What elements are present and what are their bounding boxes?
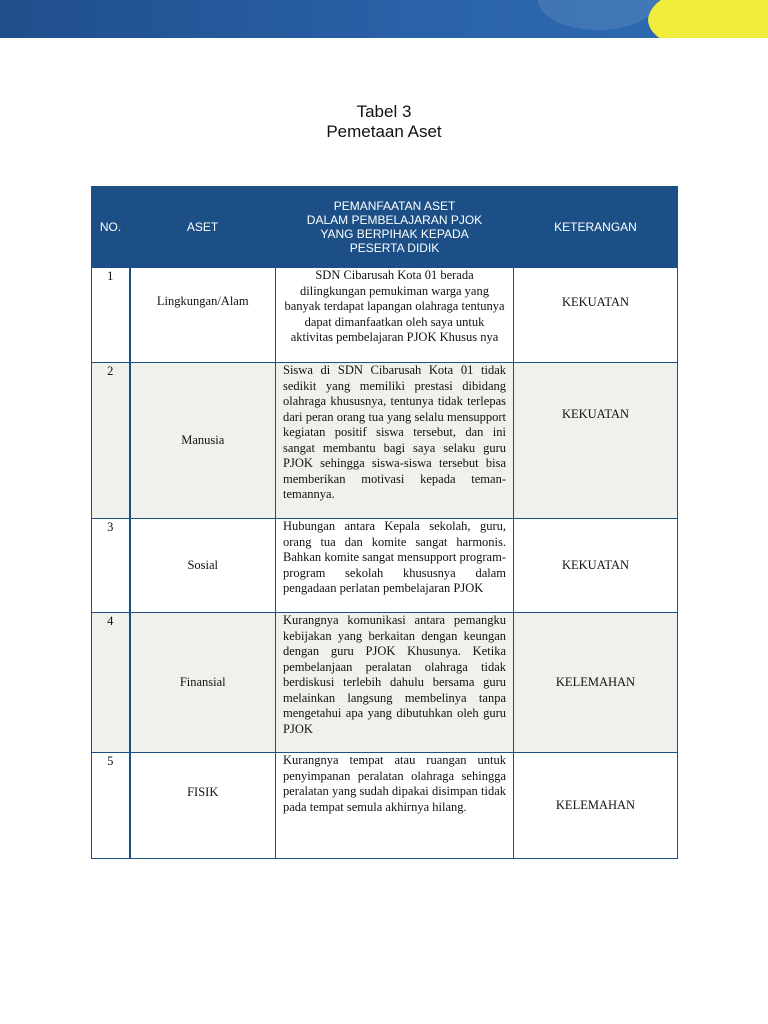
header-keterangan: KETERANGAN	[514, 187, 678, 268]
row-aset: Finansial	[130, 613, 276, 753]
row-pemanfaatan: Kurangnya tempat atau ruangan untuk penyimpanan peralatan olahraga sehingga peralatan yang sudah dipakai disimpan tidak pada tempat semula akhirnya hilang.	[276, 753, 514, 859]
caption-line-2: Pemetaan Aset	[326, 122, 442, 141]
row-pemanfaatan: Kurangnya komunikasi antara pemangku kebijakan yang berkaitan dengan keungan dengan guru PJOK Khusunya. Ketika pembelanjaan peralatan olahraga tidak berdiskusi terlebih dahulu bersama guru melainkan langsung membelinya tanpa mengetahui apa yang dibutuhkan oleh guru PJOK	[276, 613, 514, 753]
row-pemanfaatan: Siswa di SDN Cibarusah Kota 01 tidak sedikit yang memiliki prestasi dibidang olahraga khususnya, tentunya tidak terlepas dari peran orang tua yang selalu mensupport kegiatan positif siswa tersebut, dan ini sangat membantu bagi saya selaku guru PJOK sehingga siswa-siswa tersebut bisa memberikan motivasi kepada teman-temannya.	[276, 363, 514, 519]
header-no: NO.	[92, 187, 130, 268]
row-number: 4	[92, 613, 130, 753]
banner-yellow-accent	[644, 0, 768, 38]
row-aset: Lingkungan/Alam	[130, 268, 276, 363]
row-pemanfaatan: Hubungan antara Kepala sekolah, guru, orang tua dan komite sangat harmonis. Bahkan komite sangat mensupport program-program sekolah khususnya dalam pengadaan perlatan pembelajaran PJOK	[276, 519, 514, 613]
row-number: 5	[92, 753, 130, 859]
table-header-row	[92, 187, 678, 268]
table-caption	[0, 102, 768, 142]
row-aset: FISIK	[130, 753, 276, 859]
table-row	[92, 519, 678, 613]
table-row	[92, 363, 678, 519]
row-number: 3	[92, 519, 130, 613]
caption-line-1: Tabel 3	[356, 102, 412, 121]
row-aset: Sosial	[130, 519, 276, 613]
row-number: 2	[92, 363, 130, 519]
header-pemanfaatan-line-3: YANG BERPIHAK KEPADA	[320, 227, 469, 241]
row-keterangan: KELEMAHAN	[514, 613, 678, 753]
banner-decoration	[538, 0, 658, 30]
asset-mapping-table	[91, 186, 678, 859]
header-aset: ASET	[130, 187, 276, 268]
row-keterangan: KELEMAHAN	[514, 753, 678, 859]
top-banner	[0, 0, 768, 38]
header-pemanfaatan-line-4: PESERTA DIDIK	[349, 241, 440, 255]
table-row	[92, 613, 678, 753]
row-number: 1	[92, 268, 130, 363]
header-pemanfaatan	[276, 187, 514, 268]
header-pemanfaatan-line-2: DALAM PEMBELAJARAN PJOK	[306, 213, 483, 227]
header-pemanfaatan-line-1: PEMANFAATAN ASET	[333, 199, 456, 213]
row-keterangan: KEKUATAN	[514, 268, 678, 363]
table-row	[92, 753, 678, 859]
table-row	[92, 268, 678, 363]
row-pemanfaatan: SDN Cibarusah Kota 01 berada dilingkungan pemukiman warga yang banyak terdapat lapangan olahraga tentunya dapat dimanfaatkan oleh saya untuk aktivitas pembelajaran PJOK Khusus nya	[276, 268, 514, 363]
row-keterangan: KEKUATAN	[514, 519, 678, 613]
row-aset: Manusia	[130, 363, 276, 519]
row-keterangan: KEKUATAN	[514, 363, 678, 519]
